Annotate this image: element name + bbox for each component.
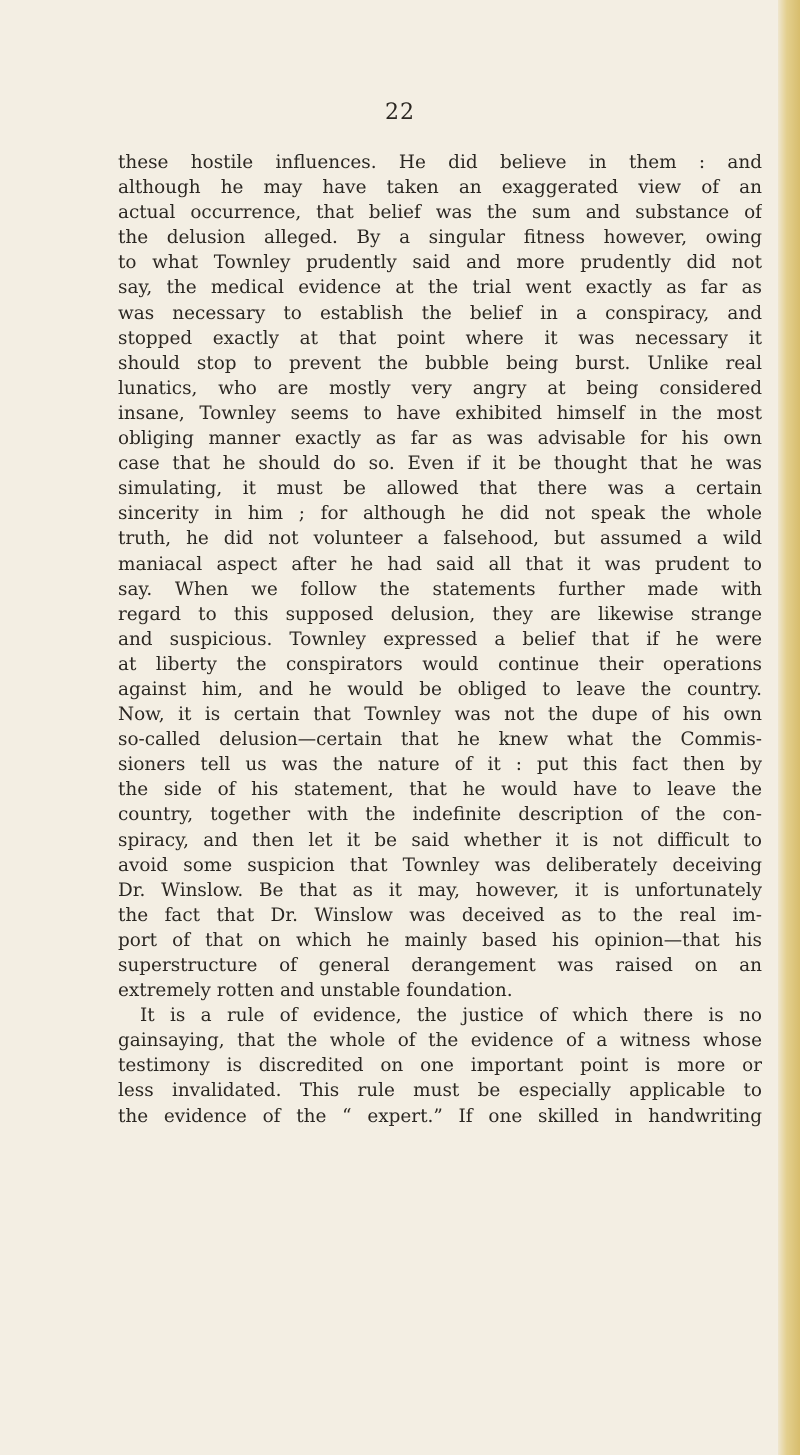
text-line: testimony is discredited on one important point is more or — [118, 1055, 762, 1077]
text-line: port of that on which he mainly based his opinion—that his — [118, 929, 762, 951]
text-line: was necessary to establish the belief in a conspiracy, and — [118, 302, 762, 324]
text-line: lunatics, who are mostly very angry at being considered — [118, 377, 762, 399]
text-line: insane, Townley seems to have exhibited himself in the most — [118, 402, 762, 424]
text-line: truth, he did not volunteer a falsehood, but assumed a wild — [118, 528, 762, 550]
text-line: against him, and he would be obliged to leave the country. — [118, 678, 762, 700]
text-line: say, the medical evidence at the trial went exactly as far as — [118, 277, 762, 299]
text-line: case that he should do so. Even if it be thought that he was — [118, 453, 762, 475]
text-line: spiracy, and then let it be said whether it is not difficult to — [118, 829, 762, 851]
page-edge — [778, 0, 800, 1455]
text-line: the fact that Dr. Winslow was deceived as to the real im- — [118, 904, 762, 926]
text-line: avoid some suspicion that Townley was deliberately deceiving — [118, 854, 762, 876]
body-text — [118, 150, 762, 1129]
text-line: simulating, it must be allowed that there was a certain — [118, 478, 762, 500]
text-line: and suspicious. Townley expressed a belief that if he were — [118, 628, 762, 650]
text-line: regard to this supposed delusion, they are likewise strange — [118, 603, 762, 625]
text-line: superstructure of general derangement was raised on an — [118, 955, 762, 976]
text-line: maniacal aspect after he had said all that it was prudent to — [118, 553, 762, 575]
text-line: the evidence of the “ expert.” If one skilled in handwriting — [118, 1105, 762, 1127]
text-line: gainsaying, that the whole of the evidence of a witness whose — [118, 1030, 762, 1052]
text-line: sioners tell us was the nature of it : put this fact then by — [118, 754, 762, 776]
text-line: obliging manner exactly as far as was advisable for his own — [118, 428, 762, 450]
text-line: so-called delusion—certain that he knew what the Commis- — [118, 729, 762, 751]
text-line: less invalidated. This rule must be especially applicable to — [118, 1080, 762, 1102]
text-line: at liberty the conspirators would continue their operations — [118, 653, 762, 675]
text-line: although he may have taken an exaggerated view of an — [118, 177, 762, 199]
text-line: Now, it is certain that Townley was not the dupe of his own — [118, 704, 762, 726]
text-line: It is a rule of evidence, the justice of which there is no — [140, 1005, 762, 1027]
text-line: Dr. Winslow. Be that as it may, however, it is unfortunately — [118, 879, 762, 901]
text-line: country, together with the indefinite description of the con- — [118, 804, 762, 826]
text-line: extremely rotten and unstable foundation. — [118, 980, 513, 1002]
text-line: these hostile influences. He did believe in them : and — [118, 152, 762, 173]
text-line: stopped exactly at that point where it was necessary it — [118, 327, 762, 349]
text-line: to what Townley prudently said and more prudently did not — [118, 252, 762, 274]
text-line: the delusion alleged. By a singular fitness however, owing — [118, 227, 762, 249]
text-line: say. When we follow the statements further made with — [118, 578, 762, 600]
text-line: actual occurrence, that belief was the sum and substance of — [118, 202, 762, 224]
text-line: sincerity in him ; for although he did not speak the whole — [118, 503, 762, 525]
text-line: should stop to prevent the bubble being burst. Unlike real — [118, 352, 762, 374]
text-line: the side of his statement, that he would have to leave the — [118, 779, 762, 801]
page-number: 22 — [385, 100, 415, 125]
